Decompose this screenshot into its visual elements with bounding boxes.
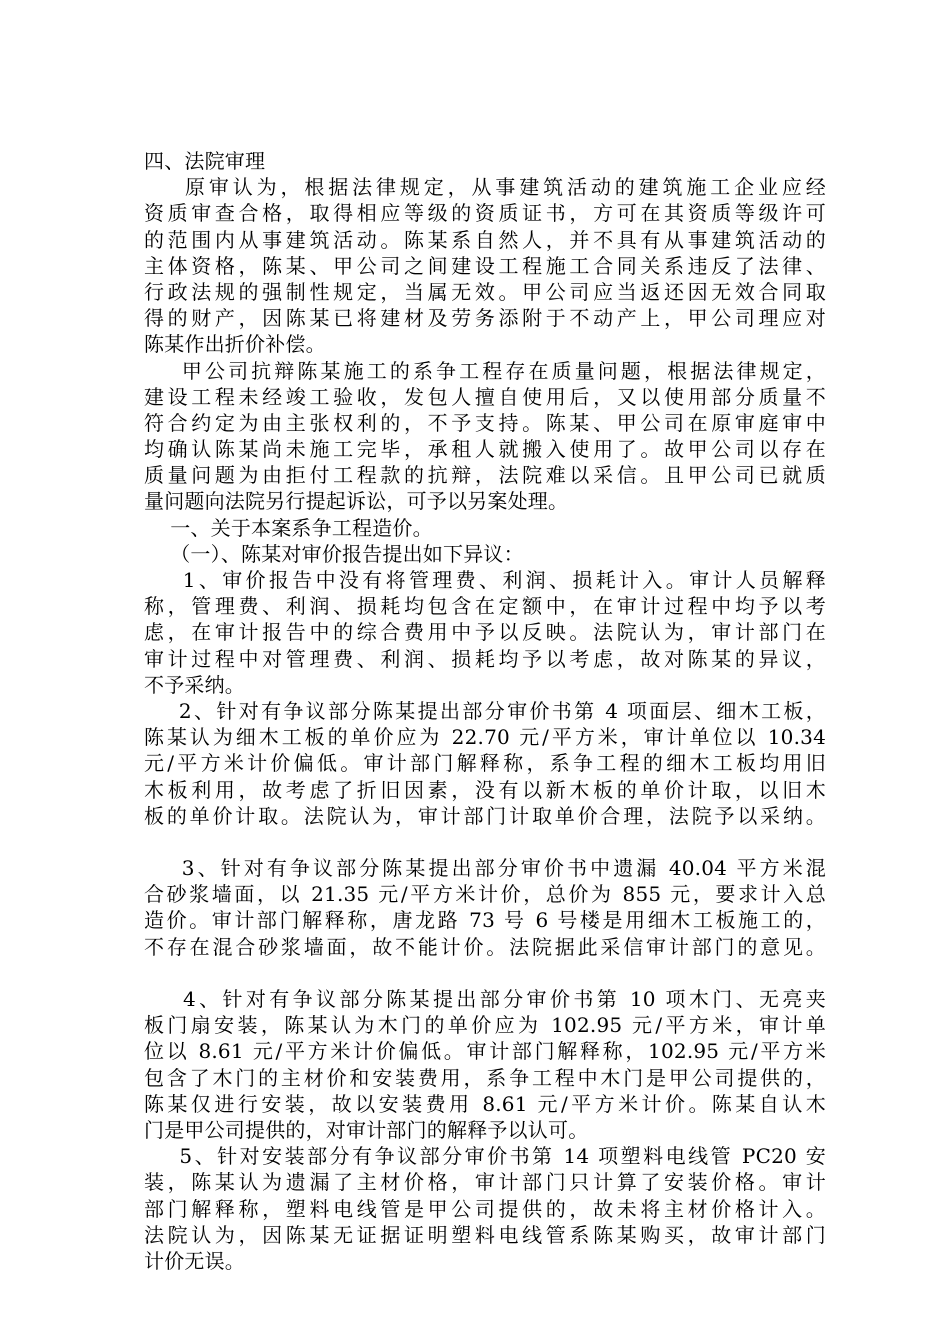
text-line: 符合约定为由主张权利的，不予支持。陈某、甲公司在原审庭审中 <box>144 410 826 435</box>
text-line: 造价。审计部门解释称，唐龙路 73 号 6 号楼是用细木工板施工的， <box>144 908 826 933</box>
text-line: 主体资格，陈某、甲公司之间建设工程施工合同关系违反了法律、 <box>144 253 826 278</box>
text-line: 资质审查合格，取得相应等级的资质证书，方可在其资质等级许可 <box>144 201 826 226</box>
text-line: 陈某作出折价补偿。 <box>144 332 326 357</box>
text-line: 甲公司抗辩陈某施工的系争工程存在质量问题，根据法律规定， <box>144 358 826 383</box>
text-line: 包含了木门的主材价和安装费用，系争工程中木门是甲公司提供的， <box>144 1065 826 1090</box>
text-line: 审计过程中对管理费、利润、损耗均予以考虑，故对陈某的异议， <box>144 646 826 671</box>
text-line: 称，管理费、利润、损耗均包含在定额中，在审计过程中均予以考 <box>144 594 826 619</box>
blank-line <box>144 960 826 986</box>
text-line: 一、关于本案系争工程造价。 <box>144 515 433 540</box>
text-line: 不予采纳。 <box>144 672 245 697</box>
text-line: 计价无误。 <box>144 1248 245 1273</box>
document-body <box>144 174 826 1274</box>
text-line: 1、审价报告中没有将管理费、利润、损耗计入。审计人员解释 <box>144 568 826 592</box>
text-line: 位以 8.61 元/平方米计价偏低。审计部门解释称，102.95 元/平方米 <box>144 1039 826 1064</box>
text-line: 陈某认为细木工板的单价应为 22.70 元/平方米，审计单位以 10.34 <box>144 725 826 750</box>
text-line: 装，陈某认为遗漏了主材价格，审计部门只计算了安装价格。审计 <box>144 1170 826 1195</box>
text-line: 建设工程未经竣工验收，发包人擅自使用后，又以使用部分质量不 <box>144 384 826 409</box>
text-line: 不存在混合砂浆墙面，故不能计价。法院据此采信审计部门的意见。 <box>144 934 826 959</box>
text-line: 板门扇安装，陈某认为木门的单价应为 102.95 元/平方米，审计单 <box>144 1013 826 1038</box>
text-line: 门是甲公司提供的，对审计部门的解释予以认可。 <box>144 1117 589 1142</box>
text-line: 板的单价计取。法院认为，审计部门计取单价合理，法院予以采纳。 <box>144 803 826 828</box>
text-line: 2、针对有争议部分陈某提出部分审价书第 4 项面层、细木工板， <box>144 698 826 723</box>
text-line: 均确认陈某尚未施工完毕，承租人就搬入使用了。故甲公司以存在 <box>144 437 826 462</box>
text-line: 的范围内从事建筑活动。陈某系自然人，并不具有从事建筑活动的 <box>144 227 826 252</box>
text-line: 4、针对有争议部分陈某提出部分审价书第 10 项木门、无亮夹 <box>144 987 826 1011</box>
document-page <box>144 148 826 1274</box>
text-line: 3、针对有争议部分陈某提出部分审价书中遗漏 40.04 平方米混 <box>144 856 826 881</box>
text-line: 5、针对安装部分有争议部分审价书第 14 项塑料电线管 PC20 安 <box>144 1144 826 1169</box>
text-line: 木板利用，故考虑了折旧因素，没有以新木板的单价计取，以旧木 <box>144 777 826 802</box>
text-line: 质量问题为由拒付工程款的抗辩，法院难以采信。且甲公司已就质 <box>144 463 826 488</box>
text-line: 虑，在审计报告中的综合费用中予以反映。法院认为，审计部门在 <box>144 620 826 645</box>
text-line: （一）、陈某对审价报告提出如下异议： <box>144 541 524 566</box>
text-line: 行政法规的强制性规定，当属无效。甲公司应当返还因无效合同取 <box>144 279 826 304</box>
text-line: 合砂浆墙面，以 21.35 元/平方米计价，总价为 855 元，要求计入总 <box>144 882 826 907</box>
text-line: 法院认为，因陈某无证据证明塑料电线管系陈某购买，故审计部门 <box>144 1222 826 1247</box>
text-line: 陈某仅进行安装，故以安装费用 8.61 元/平方米计价。陈某自认木 <box>144 1091 826 1116</box>
text-line: 原审认为，根据法律规定，从事建筑活动的建筑施工企业应经 <box>144 175 826 200</box>
text-line: 部门解释称，塑料电线管是甲公司提供的，故未将主材价格计入。 <box>144 1196 826 1221</box>
section-heading: 四、法院审理 <box>144 149 266 173</box>
blank-line <box>144 829 826 855</box>
text-line: 量问题向法院另行提起诉讼，可予以另案处理。 <box>144 489 569 514</box>
text-line: 得的财产，因陈某已将建材及劳务添附于不动产上，甲公司理应对 <box>144 306 826 331</box>
text-line: 元/平方米计价偏低。审计部门解释称，系争工程的细木工板均用旧 <box>144 751 826 776</box>
